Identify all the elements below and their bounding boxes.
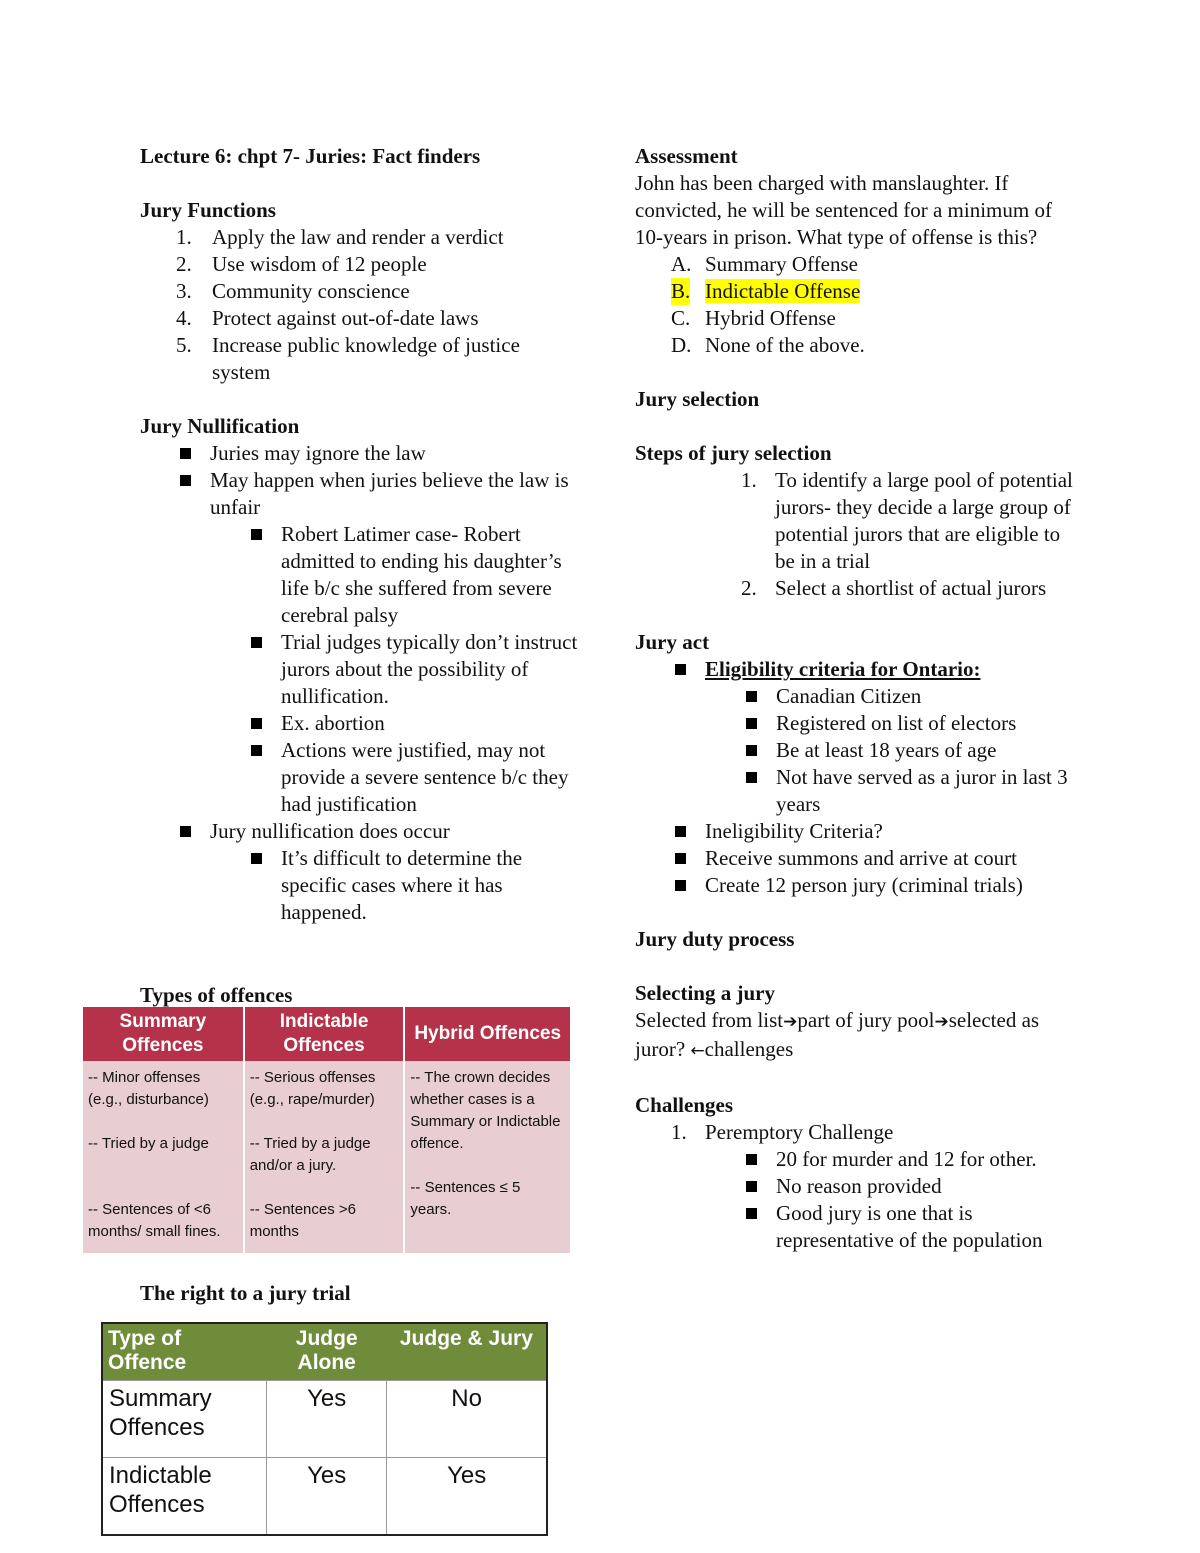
table-cell: -- Minor offenses (e.g., disturbance) -- Tried by a judge -- Sentences of <6 months/ small fines. — [83, 1061, 244, 1253]
steps-heading: Steps of jury selection — [635, 441, 832, 465]
bullet-square-icon — [746, 691, 757, 702]
list-item: 5. Increase public knowledge of justice system — [176, 333, 520, 384]
bullet-square-icon — [675, 664, 686, 675]
table-cell: -- Serious offenses (e.g., rape/murder) -- Tried by a judge and/or a jury. -- Sentences >6 months — [244, 1061, 405, 1253]
jury-nullification-heading: Jury Nullification — [140, 414, 300, 438]
list-item: Actions were justified, may not provide a severe sentence b/c they had justification — [140, 737, 580, 818]
list-item: C. Hybrid Offense — [671, 306, 836, 330]
list-item: A. Summary Offense — [671, 252, 858, 276]
list-item: Registered on list of electors — [635, 710, 1075, 737]
jury-selection-heading: Jury selection — [635, 387, 760, 411]
list-item: Jury nullification does occur — [140, 818, 580, 845]
table-header: Judge & Jury — [387, 1323, 547, 1381]
bullet-square-icon — [180, 448, 191, 459]
left-column — [140, 143, 580, 926]
assessment-options — [635, 251, 1075, 359]
assessment-question: John has been charged with manslaughter. If convicted, he will be sentenced for a minimum of 10-years in prison. What type of offense is this? — [635, 171, 1052, 249]
jury-trial-table — [101, 1322, 548, 1536]
list-item: Not have served as a juror in last 3 years — [635, 764, 1075, 818]
list-item: Eligibility criteria for Ontario: — [635, 656, 1075, 683]
list-item: 4. Protect against out-of-date laws — [176, 306, 479, 330]
highlighted-answer: Indictable Offense — [705, 279, 861, 303]
list-item: 1. Peremptory Challenge — [671, 1120, 894, 1144]
bullet-square-icon — [251, 745, 262, 756]
bullet-square-icon — [746, 718, 757, 729]
table-row — [102, 1458, 547, 1536]
steps-list — [635, 467, 1075, 602]
list-item: Juries may ignore the law — [140, 440, 580, 467]
jury-act-list — [635, 656, 1075, 899]
table-cell: -- The crown decides whether cases is a Summary or Indictable offence. -- Sentences ≤ 5 years. — [404, 1061, 570, 1253]
table-header: Indictable Offences — [244, 1007, 405, 1061]
bullet-square-icon — [251, 853, 262, 864]
selecting-jury-heading: Selecting a jury — [635, 981, 775, 1005]
list-item: Good jury is one that is representative of the population — [635, 1200, 1075, 1254]
list-item: 1. Apply the law and render a verdict — [176, 225, 504, 249]
table-row — [102, 1381, 547, 1458]
table-cell: Summary Offences — [102, 1381, 267, 1458]
list-item: 20 for murder and 12 for other. — [635, 1146, 1075, 1173]
selection-flow: Selected from list➔part of jury pool➔selected as juror? ←challenges — [635, 1008, 1040, 1061]
bullet-square-icon — [251, 637, 262, 648]
offences-table — [83, 1007, 570, 1253]
bullet-square-icon — [746, 1181, 757, 1192]
table-header: Judge Alone — [267, 1323, 387, 1381]
peremptory-list — [635, 1146, 1075, 1254]
bullet-square-icon — [251, 718, 262, 729]
list-item: 1. To identify a large pool of potential jurors- they decide a large group of potential jurors that are eligible to be in a trial — [741, 468, 1073, 573]
list-item: Ineligibility Criteria? — [635, 818, 1075, 845]
list-item: D. None of the above. — [671, 333, 865, 357]
list-item: 2. Use wisdom of 12 people — [176, 252, 427, 276]
bullet-square-icon — [251, 529, 262, 540]
list-item: B. Indictable Offense — [671, 279, 861, 303]
table-header: Hybrid Offences — [404, 1007, 570, 1061]
arrow-right-icon: ➔ — [934, 1012, 949, 1032]
bullet-square-icon — [675, 826, 686, 837]
table-header: Type of Offence — [102, 1323, 267, 1381]
types-of-offences-heading: Types of offences — [140, 983, 293, 1007]
table-header: Summary Offences — [83, 1007, 244, 1061]
table-cell: Yes — [387, 1458, 547, 1536]
arrow-right-icon: ➔ — [783, 1012, 798, 1032]
lecture-title: Lecture 6: chpt 7- Juries: Fact finders — [140, 144, 481, 168]
table-cell: No — [387, 1381, 547, 1458]
nullification-list — [140, 440, 580, 926]
list-item: 3. Community conscience — [176, 279, 410, 303]
bullet-square-icon — [746, 745, 757, 756]
bullet-square-icon — [675, 853, 686, 864]
jury-act-heading: Jury act — [635, 630, 710, 654]
list-item: Robert Latimer case- Robert admitted to ending his daughter’s life b/c she suffered from severe cerebral palsy — [140, 521, 580, 629]
bullet-square-icon — [746, 772, 757, 783]
bullet-square-icon — [746, 1208, 757, 1219]
table-cell: Yes — [267, 1381, 387, 1458]
jury-duty-heading: Jury duty process — [635, 927, 795, 951]
bullet-square-icon — [180, 475, 191, 486]
list-item: May happen when juries believe the law is unfair — [140, 467, 580, 521]
table-cell: Yes — [267, 1458, 387, 1536]
right-column — [635, 143, 1075, 1254]
bullet-square-icon — [675, 880, 686, 891]
list-item: No reason provided — [635, 1173, 1075, 1200]
list-item: Trial judges typically don’t instruct jurors about the possibility of nullification. — [140, 629, 580, 710]
challenges-heading: Challenges — [635, 1093, 734, 1117]
assessment-heading: Assessment — [635, 144, 738, 168]
arrow-left-icon: ← — [690, 1041, 705, 1061]
list-item: Ex. abortion — [140, 710, 580, 737]
list-item: 2. Select a shortlist of actual jurors — [741, 576, 1047, 600]
list-item: Canadian Citizen — [635, 683, 1075, 710]
challenges-list — [635, 1119, 1075, 1146]
list-item: Receive summons and arrive at court — [635, 845, 1075, 872]
list-item: Create 12 person jury (criminal trials) — [635, 872, 1075, 899]
jury-functions-list — [140, 224, 580, 386]
jury-functions-heading: Jury Functions — [140, 198, 276, 222]
bullet-square-icon — [746, 1154, 757, 1165]
right-to-jury-heading: The right to a jury trial — [140, 1281, 351, 1305]
list-item: Be at least 18 years of age — [635, 737, 1075, 764]
list-item: It’s difficult to determine the specific cases where it has happened. — [140, 845, 580, 926]
table-cell: Indictable Offences — [102, 1458, 267, 1536]
bullet-square-icon — [180, 826, 191, 837]
